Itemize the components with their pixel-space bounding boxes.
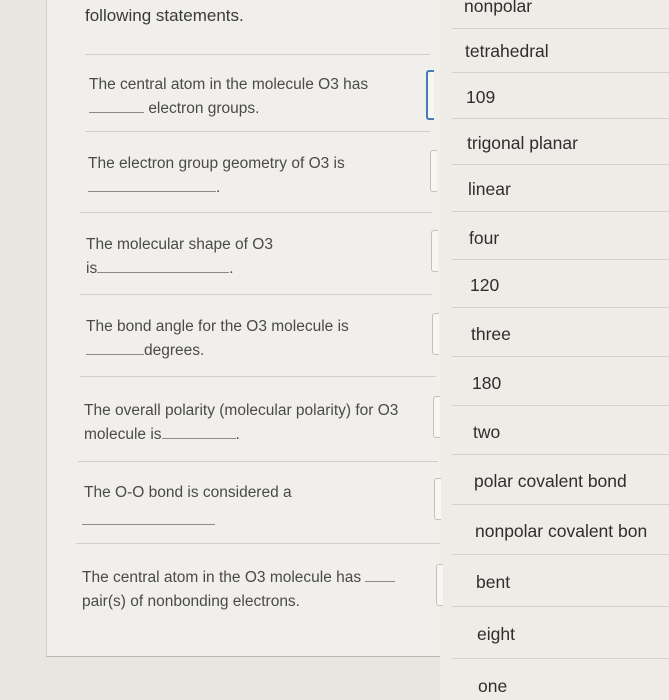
divider	[76, 543, 440, 544]
blank	[82, 523, 215, 525]
divider	[452, 118, 669, 119]
choice-180[interactable]: 180	[472, 373, 502, 393]
divider	[452, 356, 669, 357]
choice-109[interactable]: 109	[466, 87, 496, 107]
answer-drop-target-4[interactable]	[432, 313, 439, 355]
choice-two[interactable]: two	[473, 422, 501, 442]
divider	[80, 212, 432, 213]
blank	[88, 190, 216, 192]
answer-drop-target-2[interactable]	[430, 150, 437, 192]
choice-bent[interactable]: bent	[476, 572, 511, 592]
question-6: The O-O bond is considered a	[84, 484, 292, 501]
question-4: The bond angle for the O3 molecule is degrees.	[86, 318, 349, 359]
divider	[452, 72, 669, 73]
question-7: The central atom in the O3 molecule has pair(s) of nonbonding electrons.	[82, 566, 395, 614]
divider	[452, 554, 669, 555]
choice-linear[interactable]: linear	[468, 179, 511, 199]
answer-drop-target-1[interactable]	[426, 70, 434, 120]
choice-tetrahedral[interactable]: tetrahedral	[465, 41, 549, 61]
choice-four[interactable]: four	[469, 228, 500, 248]
question-1: The central atom in the molecule O3 has electron groups.	[89, 76, 369, 117]
choice-120[interactable]: 120	[470, 275, 500, 295]
blank	[86, 353, 144, 355]
answer-drop-target-5[interactable]	[433, 396, 440, 438]
question-3: The molecular shape of O3 is .	[86, 236, 273, 277]
divider	[85, 131, 430, 132]
divider	[80, 376, 436, 377]
divider	[452, 606, 669, 607]
blank	[365, 580, 395, 582]
divider	[80, 294, 432, 295]
divider	[85, 54, 430, 55]
divider	[452, 259, 669, 260]
choice-eight[interactable]: eight	[477, 624, 515, 644]
divider	[452, 307, 669, 308]
divider	[452, 454, 669, 455]
choice-one[interactable]: one	[478, 676, 508, 696]
question-2: The electron group geometry of O3 is .	[88, 155, 345, 196]
answer-drop-target-6[interactable]	[434, 478, 441, 520]
blank	[97, 271, 229, 273]
divider	[452, 658, 669, 659]
divider	[452, 405, 669, 406]
divider	[78, 461, 438, 462]
choice-polar-covalent-bond[interactable]: polar covalent bond	[474, 471, 627, 491]
blank	[89, 111, 144, 113]
divider	[452, 504, 669, 505]
divider	[452, 164, 669, 165]
blank	[162, 437, 236, 439]
divider	[452, 211, 669, 212]
answer-drop-target-7[interactable]	[436, 564, 443, 606]
choice-nonpolar-covalent-bond[interactable]: nonpolar covalent bon	[475, 521, 648, 541]
question-5: The overall polarity (molecular polarity) for O3 molecule is .	[84, 402, 399, 443]
choice-trigonal-planar[interactable]: trigonal planar	[467, 133, 578, 153]
instructions-text: following statements.	[85, 6, 244, 25]
choice-three[interactable]: three	[471, 324, 511, 344]
answer-drop-target-3[interactable]	[431, 230, 438, 272]
choice-nonpolar[interactable]: nonpolar	[464, 0, 533, 16]
divider	[452, 28, 669, 29]
